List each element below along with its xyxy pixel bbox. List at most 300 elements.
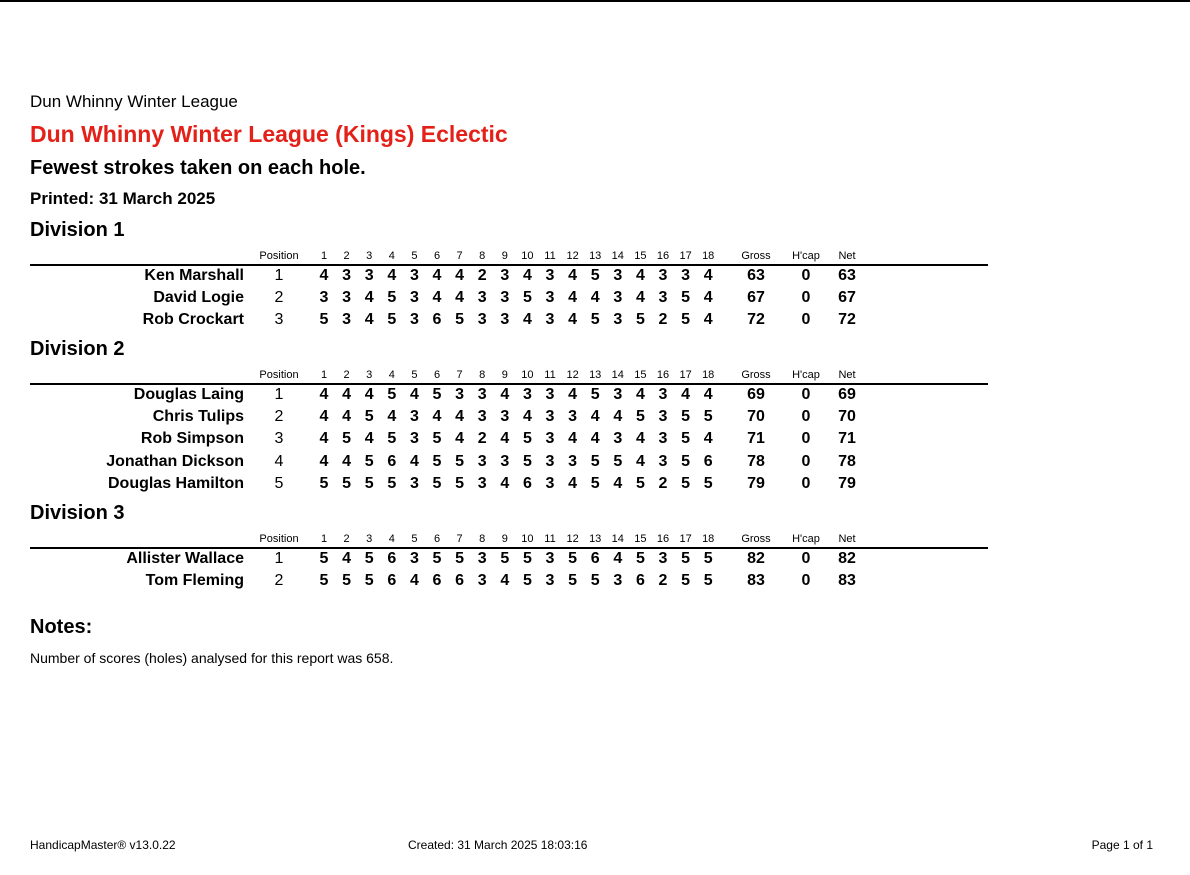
header-hole: 18 [702,250,715,262]
hole-score: 5 [387,311,397,329]
hole-score: 2 [658,311,668,329]
handicap: 0 [801,386,811,403]
header-hole: 15 [634,533,647,545]
hole-score: 5 [522,550,532,567]
hole-score: 4 [342,452,352,470]
header-hole: 16 [656,533,670,545]
table-header [0,369,1000,383]
hole-score: 5 [681,430,691,448]
hole-score: 4 [319,430,329,448]
hole-score: 5 [613,452,623,470]
gross-score: 67 [747,289,765,307]
hole-score: 5 [455,452,465,470]
hole-score: 5 [319,474,329,492]
gross-score: 83 [747,572,765,590]
hole-score: 4 [568,289,578,307]
header-hole: 6 [433,533,441,545]
division-title: Division 3 [30,502,125,524]
hole-score: 4 [703,289,713,307]
hole-score: 3 [477,408,487,426]
hole-score: 2 [658,572,668,590]
header-hole: 2 [343,533,350,545]
header-gross: Gross [741,250,771,262]
hole-score: 3 [455,386,465,403]
handicap: 0 [801,572,811,590]
hole-score: 3 [658,550,668,567]
hole-score: 4 [568,474,578,492]
hole-score: 4 [387,408,397,426]
header-hole: 8 [479,250,486,262]
net-score: 70 [838,408,856,426]
hole-score: 6 [387,572,397,590]
hole-score: 4 [364,289,374,307]
header-hole: 5 [411,369,418,381]
hole-score: 6 [432,311,442,329]
hole-score: 4 [635,289,645,307]
hole-score: 5 [455,550,465,567]
handicap: 0 [801,430,811,448]
header-hole: 13 [589,250,602,262]
player-position: 2 [274,289,284,307]
hole-score: 6 [522,474,532,492]
header-hole: 14 [611,369,624,381]
hole-score: 3 [658,386,668,403]
hole-score: 5 [681,289,691,307]
hole-score: 4 [432,289,442,307]
hole-score: 4 [500,386,510,403]
hole-score: 4 [409,386,419,403]
hole-score: 3 [477,311,487,329]
player-name: Rob Crockart [142,311,244,329]
hole-score: 5 [364,474,374,492]
hole-score: 5 [635,408,645,426]
player-position: 2 [274,408,284,426]
player-position: 3 [274,430,284,448]
hole-score: 6 [387,550,397,567]
hole-score: 3 [613,289,623,307]
hole-score: 4 [319,267,329,284]
net-score: 72 [838,311,856,329]
header-position: Position [259,369,299,381]
header-hole: 3 [366,250,373,262]
player-name: Rob Simpson [140,430,244,448]
hole-score: 3 [342,267,352,284]
hole-score: 3 [409,311,419,329]
hole-score: 3 [681,267,691,284]
hole-score: 2 [477,430,487,448]
hole-score: 3 [545,311,555,329]
handicap: 0 [801,267,811,284]
hole-score: 3 [319,289,329,307]
header-hcap: H'cap [792,369,820,381]
gross-score: 79 [747,474,765,492]
table-row [0,475,1000,497]
hole-score: 5 [387,386,397,403]
player-name: David Logie [153,289,244,307]
hole-score: 5 [432,386,442,403]
hole-score: 5 [681,474,691,492]
hole-score: 6 [635,572,645,590]
gross-score: 72 [747,311,765,329]
handicap: 0 [801,311,811,329]
header-hole: 12 [566,250,579,262]
hole-score: 5 [387,474,397,492]
table-row [0,311,1000,333]
header-position: Position [259,250,299,262]
hole-score: 4 [522,408,532,426]
hole-score: 3 [409,430,419,448]
hole-score: 4 [681,386,691,403]
hole-score: 3 [409,408,419,426]
header-hole: 2 [343,369,350,381]
net-score: 63 [838,267,856,284]
header-hcap: H'cap [792,533,820,545]
hole-score: 4 [590,430,600,448]
header-hole: 1 [320,250,328,262]
gross-score: 78 [747,452,765,470]
hole-score: 3 [477,452,487,470]
header-hole: 13 [589,369,602,381]
hole-score: 5 [432,474,442,492]
hole-score: 5 [342,572,352,590]
footer-software: HandicapMaster® v13.0.22 [30,838,176,852]
hole-score: 3 [500,289,510,307]
hole-score: 5 [387,289,397,307]
hole-score: 4 [364,430,374,448]
header-hole: 3 [366,533,373,545]
net-score: 83 [838,572,856,590]
gross-score: 70 [747,408,765,426]
hole-score: 4 [432,408,442,426]
header-hole: 1 [320,533,328,545]
hole-score: 3 [409,550,419,567]
division-title: Division 2 [30,338,125,360]
handicap: 0 [801,289,811,307]
hole-score: 4 [342,386,352,403]
hole-score: 5 [568,550,578,567]
hole-score: 5 [387,430,397,448]
handicap: 0 [801,408,811,426]
hole-score: 4 [364,311,374,329]
player-name: Douglas Laing [133,386,244,403]
hole-score: 4 [635,267,645,284]
hole-score: 5 [681,452,691,470]
net-score: 67 [838,289,856,307]
header-rule [30,264,988,266]
hole-score: 4 [522,311,532,329]
division-title: Division 1 [30,219,125,241]
gross-score: 71 [747,430,765,448]
player-position: 4 [274,452,284,470]
hole-score: 4 [703,386,713,403]
net-score: 69 [838,386,856,403]
hole-score: 4 [568,311,578,329]
table-row [0,550,1000,572]
hole-score: 3 [500,267,510,284]
hole-score: 3 [658,408,668,426]
notes-text: Number of scores (holes) analysed for this report was 658. [30,650,394,666]
header-hole: 1 [320,369,328,381]
header-hole: 2 [343,250,350,262]
player-position: 1 [274,550,284,567]
header-hole: 14 [611,250,624,262]
hole-score: 3 [658,452,668,470]
hole-score: 4 [500,474,510,492]
table-row [0,386,1000,408]
header-hole: 10 [521,250,534,262]
hole-score: 3 [545,452,555,470]
header-hole: 4 [388,250,395,262]
hole-score: 3 [613,267,623,284]
header-hole: 11 [544,533,556,545]
header-hole: 13 [589,533,602,545]
gross-score: 63 [747,267,765,284]
header-hole: 18 [702,533,715,545]
hole-score: 5 [703,550,713,567]
hole-score: 4 [635,430,645,448]
hole-score: 5 [455,311,465,329]
hole-score: 3 [545,289,555,307]
hole-score: 2 [477,267,487,284]
hole-score: 4 [342,550,352,567]
player-name: Jonathan Dickson [106,452,244,470]
player-name: Ken Marshall [144,267,244,284]
hole-score: 3 [545,386,555,403]
header-gross: Gross [741,533,771,545]
header-hcap: H'cap [792,250,820,262]
player-name: Allister Wallace [126,550,244,567]
hole-score: 6 [455,572,465,590]
hole-score: 4 [432,267,442,284]
hole-score: 5 [319,311,329,329]
header-hole: 7 [456,250,463,262]
hole-score: 4 [703,311,713,329]
hole-score: 5 [364,572,374,590]
hole-score: 3 [500,311,510,329]
header-hole: 9 [501,250,508,262]
header-hole: 5 [411,250,418,262]
header-net: Net [838,533,856,545]
hole-score: 4 [455,289,465,307]
header-hole: 11 [544,250,556,262]
gross-score: 82 [747,550,765,567]
header-hole: 6 [433,369,441,381]
hole-score: 5 [522,572,532,590]
hole-score: 4 [703,430,713,448]
hole-score: 3 [477,550,487,567]
hole-score: 5 [342,430,352,448]
hole-score: 3 [500,452,510,470]
header-hole: 7 [456,533,463,545]
hole-score: 4 [590,289,600,307]
hole-score: 3 [477,572,487,590]
hole-score: 4 [568,267,578,284]
header-hole: 14 [611,533,624,545]
hole-score: 4 [635,452,645,470]
header-position: Position [259,533,299,545]
hole-score: 6 [703,452,713,470]
hole-score: 5 [500,550,510,567]
hole-score: 4 [387,267,397,284]
header-hole: 9 [501,533,508,545]
hole-score: 4 [455,408,465,426]
header-hole: 16 [656,369,670,381]
hole-score: 3 [500,408,510,426]
header-hole: 18 [702,369,715,381]
player-position: 5 [274,474,284,492]
printed-date: Printed: 31 March 2025 [30,189,216,208]
hole-score: 5 [432,550,442,567]
notes-title: Notes: [30,616,93,638]
header-hole: 12 [566,369,579,381]
player-position: 2 [274,572,284,590]
hole-score: 4 [455,430,465,448]
header-hole: 6 [433,250,441,262]
report-subtitle: Fewest strokes taken on each hole. [30,157,366,179]
hole-score: 6 [590,550,600,567]
handicap: 0 [801,452,811,470]
hole-score: 5 [635,550,645,567]
hole-score: 5 [635,311,645,329]
hole-score: 5 [522,430,532,448]
header-hole: 11 [544,369,556,381]
hole-score: 5 [432,452,442,470]
hole-score: 5 [681,572,691,590]
hole-score: 5 [364,408,374,426]
hole-score: 3 [342,289,352,307]
table-row [0,408,1000,430]
hole-score: 3 [409,474,419,492]
hole-score: 4 [568,430,578,448]
hole-score: 5 [703,572,713,590]
hole-score: 5 [364,452,374,470]
hole-score: 4 [364,386,374,403]
hole-score: 2 [658,474,668,492]
hole-score: 3 [545,267,555,284]
header-net: Net [838,369,856,381]
table-row [0,572,1000,594]
header-hole: 5 [411,533,418,545]
net-score: 82 [838,550,856,567]
net-score: 71 [838,430,856,448]
hole-score: 4 [613,550,623,567]
handicap: 0 [801,474,811,492]
table-header [0,533,1000,547]
net-score: 79 [838,474,856,492]
hole-score: 5 [364,550,374,567]
hole-score: 3 [613,386,623,403]
hole-score: 4 [342,408,352,426]
hole-score: 5 [590,267,600,284]
hole-score: 3 [522,386,532,403]
hole-score: 5 [342,474,352,492]
hole-score: 5 [432,430,442,448]
hole-score: 5 [703,408,713,426]
hole-score: 5 [590,311,600,329]
header-hole: 15 [634,250,647,262]
hole-score: 4 [613,474,623,492]
header-hole: 10 [521,533,534,545]
table-row [0,430,1000,452]
hole-score: 3 [658,289,668,307]
hole-score: 3 [342,311,352,329]
player-name: Douglas Hamilton [107,474,244,492]
header-rule [30,383,988,385]
header-hole: 12 [566,533,579,545]
hole-score: 4 [635,386,645,403]
header-hole: 15 [634,369,647,381]
hole-score: 4 [319,386,329,403]
player-position: 1 [274,386,284,403]
hole-score: 5 [590,474,600,492]
header-hole: 3 [366,369,373,381]
hole-score: 3 [545,572,555,590]
handicap: 0 [801,550,811,567]
header-hole: 7 [456,369,463,381]
hole-score: 3 [613,311,623,329]
hole-score: 4 [319,408,329,426]
hole-score: 5 [455,474,465,492]
hole-score: 3 [658,267,668,284]
hole-score: 4 [319,452,329,470]
hole-score: 5 [319,550,329,567]
league-name: Dun Whinny Winter League [30,92,238,111]
player-name: Tom Fleming [145,572,244,590]
header-gross: Gross [741,369,771,381]
header-hole: 16 [656,250,670,262]
hole-score: 3 [364,267,374,284]
top-border [0,0,1190,2]
hole-score: 5 [681,311,691,329]
header-rule [30,547,988,549]
hole-score: 4 [613,408,623,426]
report-title: Dun Whinny Winter League (Kings) Eclectic [30,121,508,147]
hole-score: 6 [432,572,442,590]
hole-score: 4 [522,267,532,284]
hole-score: 3 [409,289,419,307]
hole-score: 3 [613,572,623,590]
hole-score: 3 [477,289,487,307]
header-hole: 4 [388,533,395,545]
hole-score: 4 [455,267,465,284]
hole-score: 5 [590,386,600,403]
player-position: 3 [274,311,284,329]
hole-score: 6 [387,452,397,470]
table-row [0,267,1000,289]
hole-score: 4 [590,408,600,426]
table-header [0,250,1000,264]
hole-score: 5 [703,474,713,492]
footer-created: Created: 31 March 2025 18:03:16 [408,838,588,852]
hole-score: 4 [500,572,510,590]
header-hole: 17 [679,369,692,381]
hole-score: 5 [568,572,578,590]
hole-score: 3 [477,386,487,403]
hole-score: 5 [590,572,600,590]
gross-score: 69 [747,386,765,403]
hole-score: 3 [658,430,668,448]
header-hole: 17 [679,250,692,262]
hole-score: 5 [590,452,600,470]
hole-score: 4 [409,452,419,470]
hole-score: 5 [681,550,691,567]
header-hole: 10 [521,369,534,381]
hole-score: 3 [613,430,623,448]
header-hole: 17 [679,533,692,545]
footer-page: Page 1 of 1 [1091,838,1153,852]
hole-score: 3 [568,408,578,426]
header-hole: 8 [479,533,486,545]
